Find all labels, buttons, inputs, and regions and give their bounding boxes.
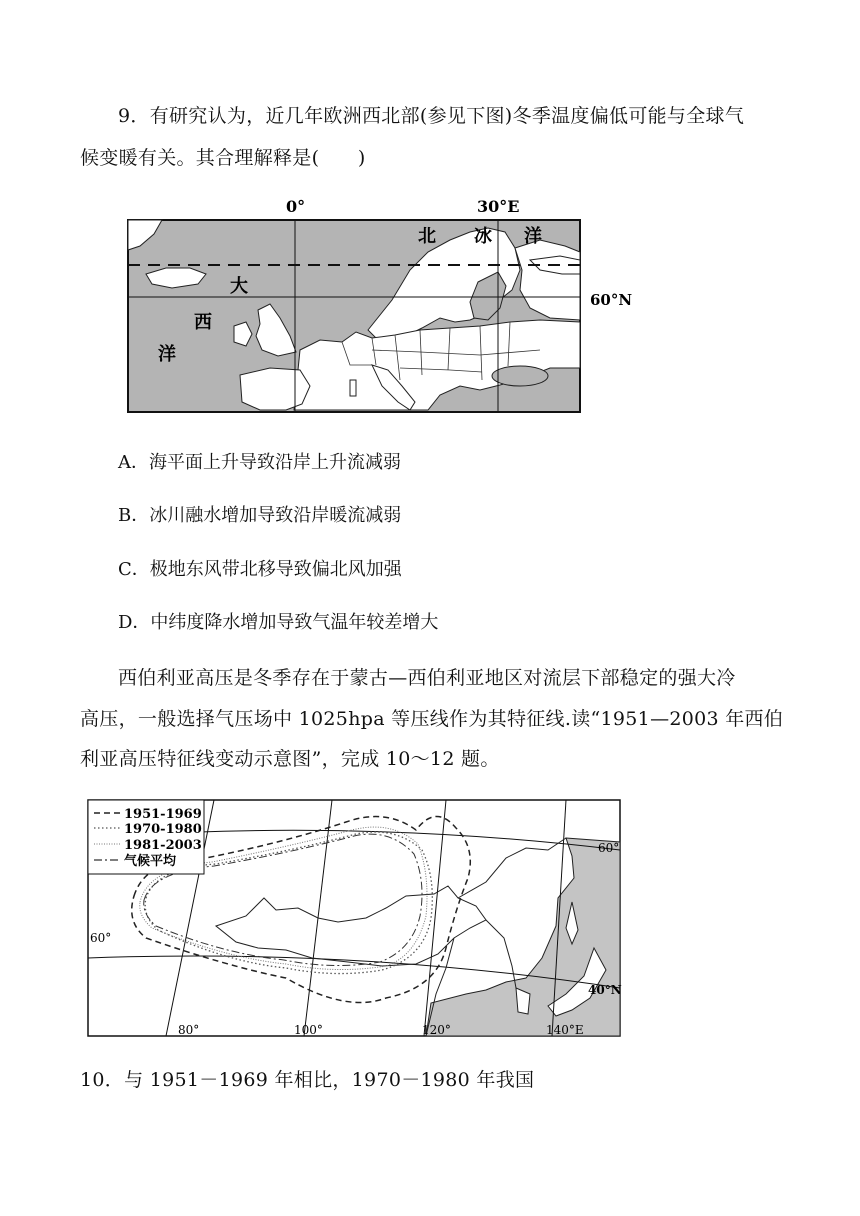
lat-60n-label: 60°N bbox=[590, 291, 633, 309]
label-bing: 冰 bbox=[474, 226, 492, 247]
option-b: B．冰川融水增加导致沿岸暖流减弱 bbox=[118, 505, 402, 526]
passage-line1: 西伯利亚高压是冬季存在于蒙古—西伯利亚地区对流层下部稳定的强大冷 bbox=[118, 667, 736, 689]
siberian-high-map bbox=[86, 798, 626, 1040]
lon-140e-label: 140°E bbox=[546, 1023, 584, 1037]
label-yang-2: 洋 bbox=[158, 344, 176, 365]
lon-80-label: 80° bbox=[178, 1023, 200, 1037]
option-c: C．极地东风带北移导致偏北风加强 bbox=[118, 559, 402, 580]
option-a: A．海平面上升导致沿岸上升流减弱 bbox=[118, 452, 401, 473]
lon-120-label: 120° bbox=[422, 1023, 451, 1037]
legend-1970-1980: 1970-1980 bbox=[124, 822, 202, 837]
europe-map bbox=[110, 190, 660, 430]
lon-0-label: 0° bbox=[286, 197, 306, 216]
legend-1951-1969: 1951-1969 bbox=[124, 807, 202, 822]
option-d: D．中纬度降水增加导致气温年较差增大 bbox=[118, 612, 439, 633]
question-9-text-line1: 9．有研究认为，近几年欧洲西北部(参见下图)冬季温度偏低可能与全球气 bbox=[118, 105, 745, 127]
label-bei: 北 bbox=[418, 226, 436, 247]
legend-1981-2003: 1981-2003 bbox=[124, 838, 202, 853]
lon-30e-label: 30°E bbox=[477, 197, 520, 216]
passage-line3: 利亚高压特征线变动示意图”，完成 10～12 题。 bbox=[80, 748, 500, 770]
lon-100-label: 100° bbox=[294, 1023, 323, 1037]
lat-60-right-label: 60° bbox=[598, 841, 620, 855]
black-sea bbox=[492, 366, 548, 386]
label-xi: 西 bbox=[194, 312, 212, 333]
lat-40n-label: 40°N bbox=[588, 983, 622, 997]
label-yang: 洋 bbox=[524, 226, 542, 247]
question-10-text: 10．与 1951－1969 年相比，1970－1980 年我国 bbox=[80, 1069, 535, 1091]
lat-60-left-label: 60° bbox=[90, 931, 112, 945]
label-da: 大 bbox=[230, 276, 248, 297]
iberia-land bbox=[240, 368, 310, 410]
legend-climate-mean: 气候平均 bbox=[124, 854, 177, 869]
passage-line2: 高压，一般选择气压场中 1025hpa 等压线作为其特征线.读“1951—2003 年西伯 bbox=[80, 708, 784, 730]
question-9-text-line2: 候变暖有关。其合理解释是( ) bbox=[80, 147, 366, 169]
